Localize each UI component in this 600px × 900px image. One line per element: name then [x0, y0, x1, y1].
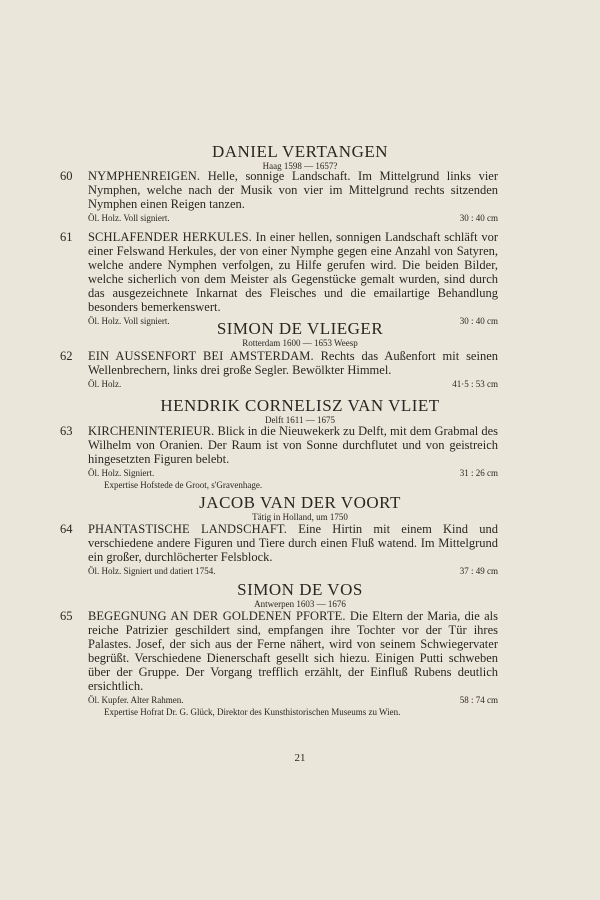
lot-description: Blick in die Nieuwekerk zu Delft, mit dem Grabmal des Wilhelm von Oranien. Der Raum ist von Sonne durchflutet und von geistreich hingesetzten Figuren belebt.	[88, 424, 499, 466]
lot-description-block	[88, 424, 498, 466]
artist-dates: Rotterdam 1600 — 1653 Weesp	[242, 338, 358, 348]
artist-heading	[0, 143, 600, 171]
lot-description-block	[88, 522, 498, 564]
lot-description: Rechts das Außenfort mit seinen Wellenbrechern, links drei große Segler. Bewölkter Himmel.	[88, 349, 499, 377]
lot-entry	[60, 424, 499, 491]
lot-medium: Öl. Holz. Voll signiert.	[88, 213, 170, 223]
lot-medium: Öl. Holz. Voll signiert.	[88, 316, 170, 326]
lot-description: In einer hellen, sonnigen Landschaft schläft vor einer Felswand Herkules, der von einer Nymphe gegen eine Anzahl von Satyren, welche andere Nymphen verfolgen, zu Hilfe gerufen wird. Die beiden Bilder, welche sicherlich von dem Meister als Gegenstücke gemalt wurden, sind durch das ausgezeichnete Inkarnat des Fleisches und die emailartige Behandlung besonders bemerkenswert.	[88, 230, 498, 314]
lot-description-block	[88, 349, 498, 377]
lot-description: Eine Hirtin mit einem Kind und verschiedene andere Figuren und Tiere durch einen Fluß watend. Im Mittelgrund ein großer, durchlöcherter Felsblock.	[88, 522, 498, 564]
artist-name: JACOB VAN DER VOORT	[199, 493, 401, 512]
lot-number: 63	[60, 424, 73, 438]
lot-dimensions: 30 : 40 cm	[459, 213, 498, 223]
lot-title: EIN AUSSENFORT BEI AMSTERDAM.	[88, 349, 314, 363]
lot-entry	[60, 230, 498, 327]
lot-dimensions: 41·5 : 53 cm	[452, 379, 498, 389]
lot-medium: Öl. Holz.	[88, 379, 122, 389]
lot-dimensions: 37 : 49 cm	[459, 566, 498, 576]
lot-title: BEGEGNUNG AN DER GOLDENEN PFORTE.	[88, 609, 346, 623]
lot-meta	[88, 213, 498, 224]
lot-number: 61	[60, 230, 73, 244]
artist-heading	[0, 494, 600, 522]
artist-heading	[0, 581, 600, 609]
lot-meta	[88, 379, 498, 390]
lot-title: NYMPHENREIGEN.	[88, 169, 201, 183]
lot-expertise: Expertise Hofstede de Groot, s'Gravenhage.	[104, 480, 263, 490]
lot-title: PHANTASTISCHE LANDSCHAFT.	[88, 522, 287, 536]
artist-name: HENDRIK CORNELISZ VAN VLIET	[160, 396, 440, 415]
lot-meta	[88, 695, 498, 706]
lot-medium: Öl. Holz. Signiert und datiert 1754.	[88, 566, 216, 576]
lot-number: 60	[60, 169, 73, 183]
lot-entry	[60, 609, 498, 718]
lot-description-block	[88, 609, 498, 693]
lot-description: Die Eltern der Maria, die als reiche Patrizier geschildert sind, empfangen ihre Tochter vor der Tür ihres Palastes. Josef, der sich aus der Ferne nähert, wird von seinem Schwiegervater begrüßt. Verschiedene Dienerschaft gesellt sich hiezu. Einigen Putti schweben über der Gruppe. Der Vorgang trefflich erzählt, der Einfluß Rubens deutlich ersichtlich.	[88, 609, 498, 693]
lot-dimensions: 31 : 26 cm	[459, 468, 498, 478]
lot-entry	[60, 522, 498, 577]
lot-description: Helle, sonnige Landschaft. Im Mittelgrund links vier Nymphen, welche nach der Musik von vier im Mittelgrund rechts sitzenden Nymphen einen Reigen tanzen.	[88, 169, 499, 211]
lot-number: 65	[60, 609, 73, 623]
lot-entry	[60, 349, 499, 390]
lot-description-block	[88, 230, 498, 314]
lot-entry	[60, 169, 499, 224]
artist-name: SIMON DE VOS	[237, 580, 363, 599]
page-number: 21	[294, 752, 306, 764]
artist-name: SIMON DE VLIEGER	[216, 319, 384, 338]
lot-title: SCHLAFENDER HERKULES.	[88, 230, 252, 244]
lot-medium: Öl. Kupfer. Alter Rahmen.	[88, 695, 184, 705]
lot-number: 64	[60, 522, 73, 536]
lot-dimensions: 30 : 40 cm	[459, 316, 498, 326]
artist-dates: Tätig in Holland, um 1750	[252, 512, 348, 522]
lot-dimensions: 58 : 74 cm	[459, 695, 498, 705]
lot-description-block	[88, 169, 498, 211]
artist-dates: Haag 1598 — 1657?	[262, 161, 338, 171]
lot-number: 62	[60, 349, 73, 363]
artist-heading	[0, 397, 600, 425]
artist-name: DANIEL VERTANGEN	[211, 142, 389, 161]
lot-title: KIRCHENINTERIEUR.	[88, 424, 215, 438]
artist-heading	[0, 320, 600, 348]
lot-meta	[88, 566, 498, 577]
lot-meta	[88, 468, 498, 479]
artist-dates: Antwerpen 1603 — 1676	[254, 599, 346, 609]
lot-expertise: Expertise Hofrat Dr. G. Glück, Direktor des Kunsthistorischen Museums zu Wien.	[104, 707, 401, 717]
lot-medium: Öl. Holz. Signiert.	[88, 468, 155, 478]
artist-dates: Delft 1611 — 1675	[265, 415, 335, 425]
